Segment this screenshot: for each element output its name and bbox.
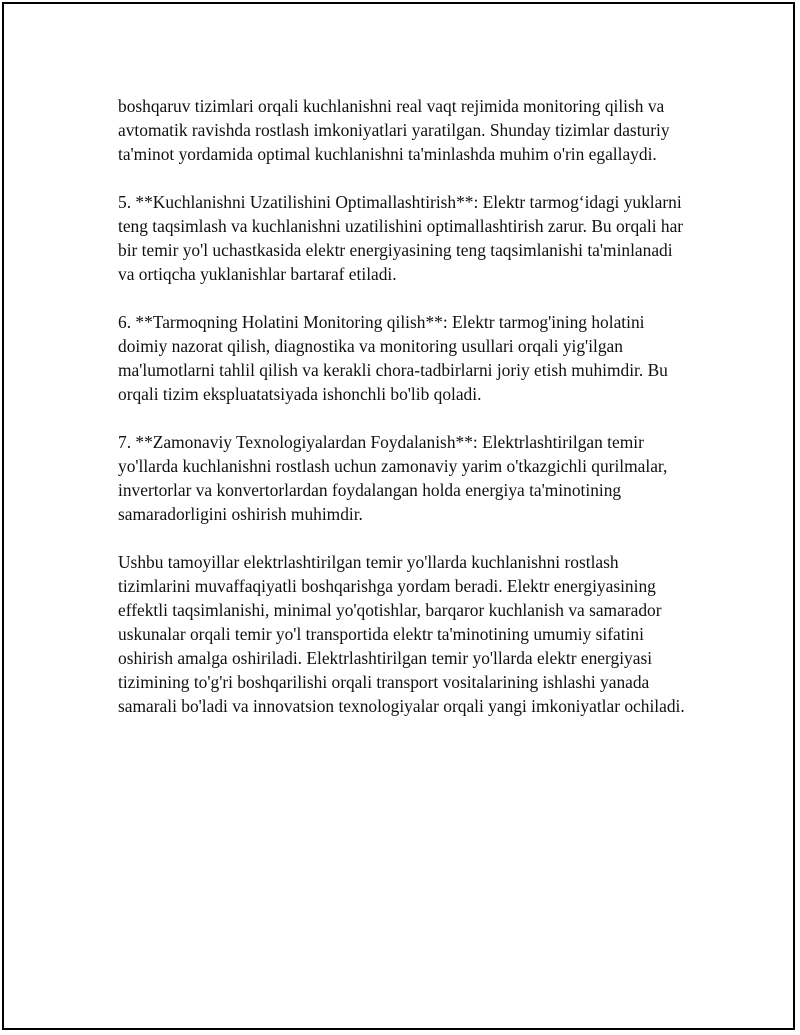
paragraph-item-7: 7. **Zamonaviy Texnologiyalardan Foydalanish**: Elektrlashtirilgan temir yo'llarda kuchlanishni rostlash uchun zamonaviy yarim o'tkazgichli qurilmalar, invertorlar va konvertorlardan foydalangan holda energiya ta'minotining samaradorligini oshirish muhimdir. [118, 432, 668, 524]
paragraph-intro-continuation: boshqaruv tizimlari orqali kuchlanishni real vaqt rejimida monitoring qilish va avtomatik ravishda rostlash imkoniyatlari yaratilgan. Shunday tizimlar dasturiy ta'minot yordamida optimal kuchlanishni ta'minlashda muhim o'rin egallaydi. [118, 96, 670, 164]
document-body [118, 94, 690, 742]
paragraph-conclusion: Ushbu tamoyillar elektrlashtirilgan temir yo'llarda kuchlanishni rostlash tizimlarini muvaffaqiyatli boshqarishga yordam beradi. Elektr energiyasining effektli taqsimlanishi, minimal yo'qotishlar, barqaror kuchlanish va samarador uskunalar orqali temir yo'l transportida elektr ta'minotining umumiy sifatini oshirish amalga oshiriladi. Elektrlashtirilgan temir yo'llarda elektr energiyasi tizimining to'g'ri boshqarilishi orqali transport vositalarining ishlashi yanada samarali bo'ladi va innovatsion texnologiyalar orqali yangi imkoniyatlar ochiladi. [118, 552, 685, 716]
paragraph-item-6: 6. **Tarmoqning Holatini Monitoring qilish**: Elektr tarmog'ining holatini doimiy nazorat qilish, diagnostika va monitoring usullari orqali yig'ilgan ma'lumotlarni tahlil qilish va kerakli chora-tadbirlarni joriy etish muhimdir. Bu orqali tizim ekspluatatsiyada ishonchli bo'lib qoladi. [118, 312, 668, 404]
paragraph-item-5: 5. **Kuchlanishni Uzatilishini Optimallashtirish**: Elektr tarmog‘idagi yuklarni teng taqsimlash va kuchlanishni uzatilishini optimallashtirish zarur. Bu orqali har bir temir yo'l uchastkasida elektr energiyasining teng taqsimlanishi ta'minlanadi va ortiqcha yuklanishlar bartaraf etiladi. [118, 192, 684, 284]
